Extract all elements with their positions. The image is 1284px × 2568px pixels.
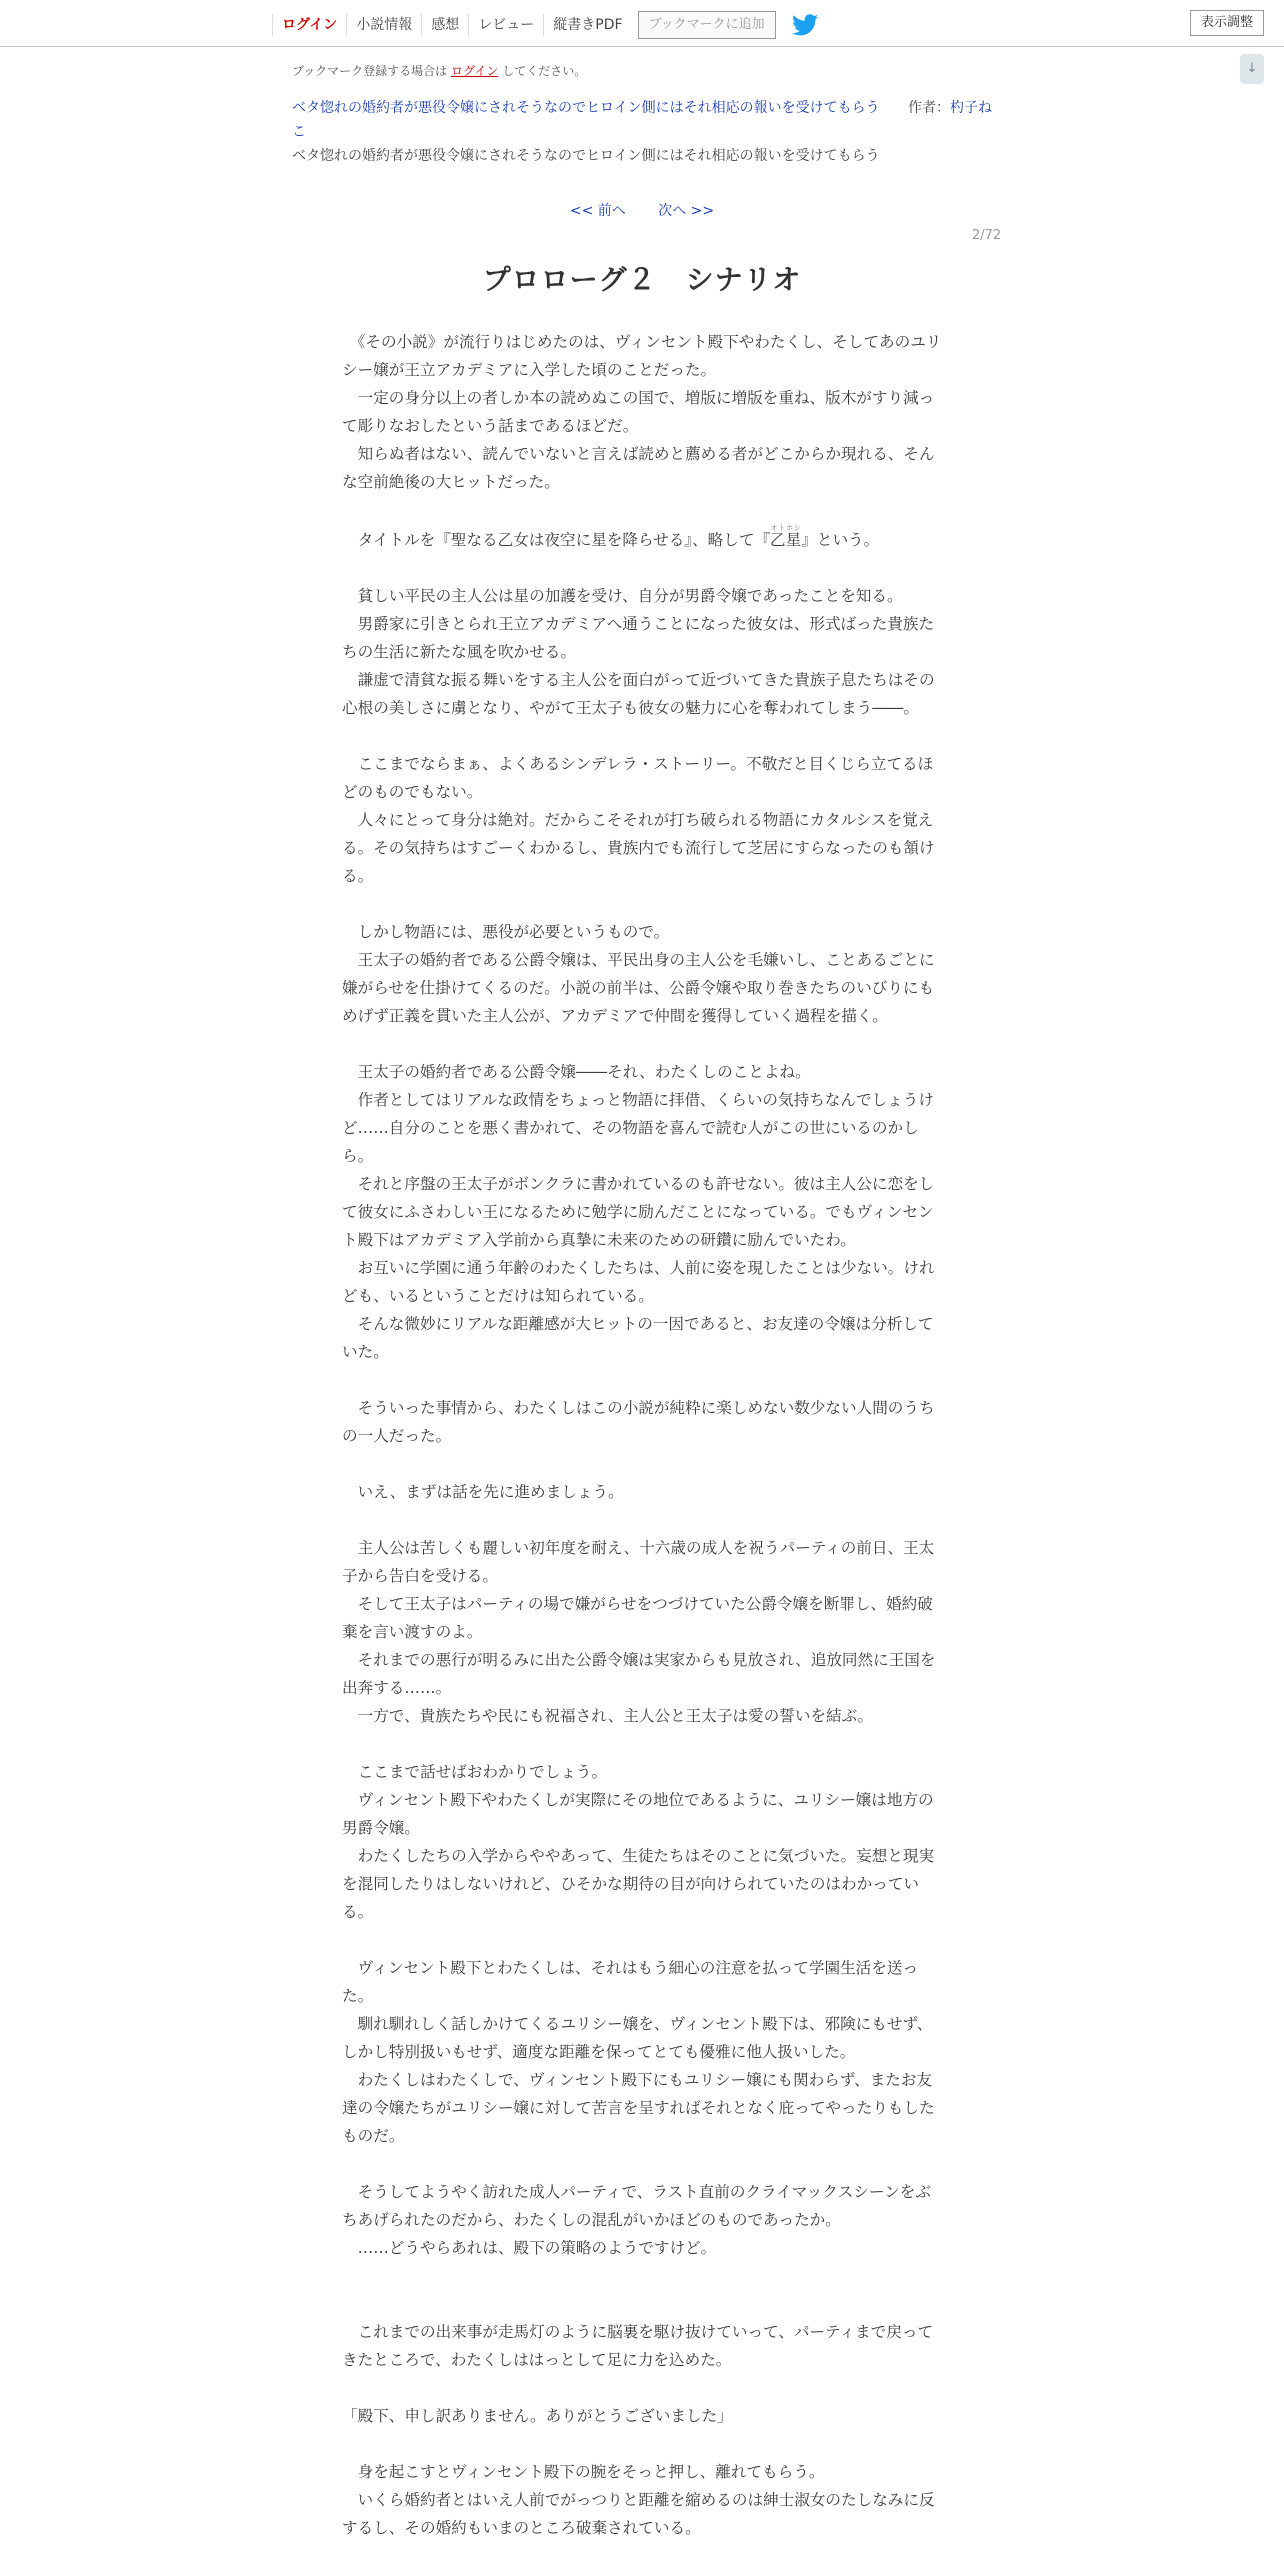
body-paragraph: わたくしたちの入学からややあって、生徒たちはそのことに気づいた。妄想と現実を混同したりはしないけれど、ひそかな期待の目が向けられていたのはわかっている。 xyxy=(342,1847,935,1921)
login-notice xyxy=(292,62,586,79)
blank-line xyxy=(342,2290,942,2318)
body-paragraph-ruby xyxy=(342,524,942,554)
top-navigation-bar xyxy=(0,0,1284,47)
blank-line xyxy=(342,2374,942,2402)
add-bookmark-button[interactable]: ブックマークに追加 xyxy=(638,11,776,39)
body-paragraph: しかし物語には、悪役が必要というもので。 xyxy=(342,923,670,941)
nav-impressions-link[interactable]: 感想 xyxy=(421,14,468,36)
body-paragraph: そうしてようやく訪れた成人パーティで、ラスト直前のクライマックスシーンをぶちあげられたのだから、わたくしの混乱がいかほどのものであったか。 xyxy=(342,2183,931,2229)
ruby-annotation: 乙星オトホシ xyxy=(770,524,802,549)
blank-line xyxy=(342,2430,942,2458)
body-paragraph: 人々にとって身分は絶対。だからこそそれが打ち破られる物語にカタルシスを覚える。その気持ちはすごーくわかるし、貴族内でも流行して芝居にすらなったのも頷ける。 xyxy=(342,811,935,885)
body-paragraph: それまでの悪行が明るみに出た公爵令嬢は実家からも見放され、追放同然に王国を出奔する……。 xyxy=(342,1651,936,1697)
body-paragraph: それと序盤の王太子がボンクラに書かれているのも許せない。彼は主人公に恋をして彼女にふさわしい王になるために勉学に励んだことになっている。でもヴィンセント殿下はアカデミア入学前から真摯に未来のための研鑽に励んでいたわ。 xyxy=(342,1175,935,1249)
novel-subtitle: ベタ惚れの婚約者が悪役令嬢にされそうなのでヒロイン側にはそれ相応の報いを受けてもらう xyxy=(292,148,880,164)
body-paragraph: 王太子の婚約者である公爵令嬢――それ、わたくしのことよね。 xyxy=(342,1063,811,1081)
body-paragraph: ヴィンセント殿下とわたくしは、それはもう細心の注意を払って学園生活を送った。 xyxy=(342,1959,919,2005)
nav-novel-info-link[interactable]: 小説情報 xyxy=(346,14,421,36)
body-paragraph: 王太子の婚約者である公爵令嬢は、平民出身の主人公を毛嫌いし、ことあるごとに嫌がらせを仕掛けてくるのだ。小説の前半は、公爵令嬢や取り巻きたちのいびりにもめげず正義を貫いた主人公が、アカデミアで仲間を獲得していく過程を描く。 xyxy=(342,951,935,1025)
blank-line xyxy=(342,2262,942,2290)
pager xyxy=(0,200,1284,220)
blank-line xyxy=(342,1926,942,1954)
blank-line xyxy=(342,1730,942,1758)
display-settings-button[interactable]: 表示調整 xyxy=(1190,10,1264,36)
blank-line xyxy=(342,1030,942,1058)
blank-line xyxy=(342,1506,942,1534)
page-counter: 2/72 xyxy=(972,228,1002,243)
body-paragraph: 男爵家に引きとられ王立アカデミアへ通うことになった彼女は、形式ばった貴族たちの生活に新たな風を吹かせる。 xyxy=(342,615,935,661)
notice-login-link[interactable]: ログイン xyxy=(451,64,499,78)
blank-line xyxy=(342,496,942,524)
nav-login-link[interactable]: ログイン xyxy=(272,14,346,36)
body-paragraph: 《その小説》が流行りはじめたのは、ヴィンセント殿下やわたくし、そしてあのユリシー嬢が王立アカデミアに入学した頃のことだった。 xyxy=(342,333,942,379)
body-paragraph: 謙虚で清貧な振る舞いをする主人公を面白がって近づいてきた貴族子息たちはその心根の美しさに虜となり、やがて王太子も彼女の魅力に心を奪われてしまう――。 xyxy=(342,671,935,717)
novel-header xyxy=(292,96,998,144)
body-paragraph: 知らぬ者はない、読んでいないと言えば読めと薦める者がどこからか現れる、そんな空前絶後の大ヒットだった。 xyxy=(342,445,935,491)
body-paragraph: 主人公は苦しくも麗しい初年度を耐え、十六歳の成人を祝うパーティの前日、王太子から告白を受ける。 xyxy=(342,1539,935,1585)
body-paragraph: ここまで話せばおわかりでしょう。 xyxy=(342,1763,608,1781)
body-paragraph: ここまでならまぁ、よくあるシンデレラ・ストーリー。不敬だと目くじら立てるほどのものでもない。 xyxy=(342,755,934,801)
body-paragraph: 身を起こすとヴィンセント殿下の腕をそっと押し、離れてもらう。 xyxy=(342,2463,825,2481)
notice-text-before: ブックマーク登録する場合は xyxy=(292,64,448,78)
notice-text-after: してください。 xyxy=(502,64,587,78)
blank-line xyxy=(342,722,942,750)
body-paragraph: 一方で、貴族たちや民にも祝福され、主人公と王太子は愛の誓いを結ぶ。 xyxy=(342,1707,874,1725)
body-paragraph: ヴィンセント殿下やわたくしが実際にその地位であるように、ユリシー嬢は地方の男爵令嬢。 xyxy=(342,1791,934,1837)
blank-line xyxy=(342,2150,942,2178)
body-paragraph: そして王太子はパーティの場で嫌がらせをつづけていた公爵令嬢を断罪し、婚約破棄を言い渡すのよ。 xyxy=(342,1595,933,1641)
twitter-icon[interactable] xyxy=(792,14,818,36)
body-paragraph: そういった事情から、わたくしはこの小説が純粋に楽しめない数少ない人間のうちの一人だった。 xyxy=(342,1399,935,1445)
nav-review-link[interactable]: レビュー xyxy=(468,14,543,36)
body-paragraph: これまでの出来事が走馬灯のように脳裏を駆け抜けていって、パーティまで戻ってきたところで、わたくしははっとして足に力を込めた。 xyxy=(342,2323,934,2369)
body-paragraph: 「殿下、申し訳ありません。ありがとうございました」 xyxy=(342,2407,733,2425)
body-paragraph: いくら婚約者とはいえ人前でがっつりと距離を縮めるのは紳士淑女のたしなみに反するし、その婚約もいまのところ破棄されている。 xyxy=(342,2491,935,2537)
body-paragraph: そんな微妙にリアルな距離感が大ヒットの一因であると、お友達の令嬢は分析していた。 xyxy=(342,1315,934,1361)
scroll-down-button[interactable]: ↓ xyxy=(1240,54,1264,84)
blank-line xyxy=(342,1450,942,1478)
body-paragraph: わたくしはわたくしで、ヴィンセント殿下にもユリシー嬢にも関わらず、またお友達の令嬢たちがユリシー嬢に対して苦言を呈すればそれとなく庇ってやったりもしたものだ。 xyxy=(342,2071,935,2145)
body-paragraph: ……どうやらあれは、殿下の策略のようですけど。 xyxy=(342,2239,717,2257)
body-paragraph: お互いに学園に通う年齢のわたくしたちは、人前に姿を現したことは少ない。けれども、いるということだけは知られている。 xyxy=(342,1259,935,1305)
ruby-text-after: 』という。 xyxy=(801,531,880,549)
chapter-body xyxy=(342,328,942,2542)
novel-title-link[interactable]: ベタ惚れの婚約者が悪役令嬢にされそうなのでヒロイン側にはそれ相応の報いを受けてもらう xyxy=(292,100,880,116)
body-paragraph: 一定の身分以上の者しか本の読めぬこの国で、増版に増版を重ね、版木がすり減って彫りなおしたという話まであるほどだ。 xyxy=(342,389,935,435)
blank-line xyxy=(342,554,942,582)
body-paragraph: いえ、まずは話を先に進めましょう。 xyxy=(342,1483,624,1501)
author-label: 作者： xyxy=(908,100,951,116)
nav-menu xyxy=(272,10,818,40)
ruby-text-before: タイトルを『聖なる乙女は夜空に星を降らせる』、略して『 xyxy=(342,531,771,549)
body-paragraph: 馴れ馴れしく話しかけてくるユリシー嬢を、ヴィンセント殿下は、邪険にもせず、しかし特別扱いもせず、適度な距離を保ってとても優雅に他人扱いした。 xyxy=(342,2015,933,2061)
blank-line xyxy=(342,890,942,918)
author-link[interactable]: 杓子ねこ xyxy=(292,100,993,140)
nav-vertical-pdf-link[interactable]: 縦書きPDF xyxy=(543,14,631,36)
prev-page-link[interactable]: << 前へ xyxy=(569,203,626,219)
blank-line xyxy=(342,1366,942,1394)
next-page-link[interactable]: 次へ >> xyxy=(658,203,715,219)
body-paragraph: 貧しい平民の主人公は星の加護を受け、自分が男爵令嬢であったことを知る。 xyxy=(342,587,903,605)
chapter-title: プロローグ２ シナリオ xyxy=(482,263,802,296)
body-paragraph: 作者としてはリアルな政情をちょっと物語に拝借、くらいの気持ちなんでしょうけど……自分のことを悪く書かれて、その物語を喜んで読む人がこの世にいるのかしら。 xyxy=(342,1091,934,1165)
